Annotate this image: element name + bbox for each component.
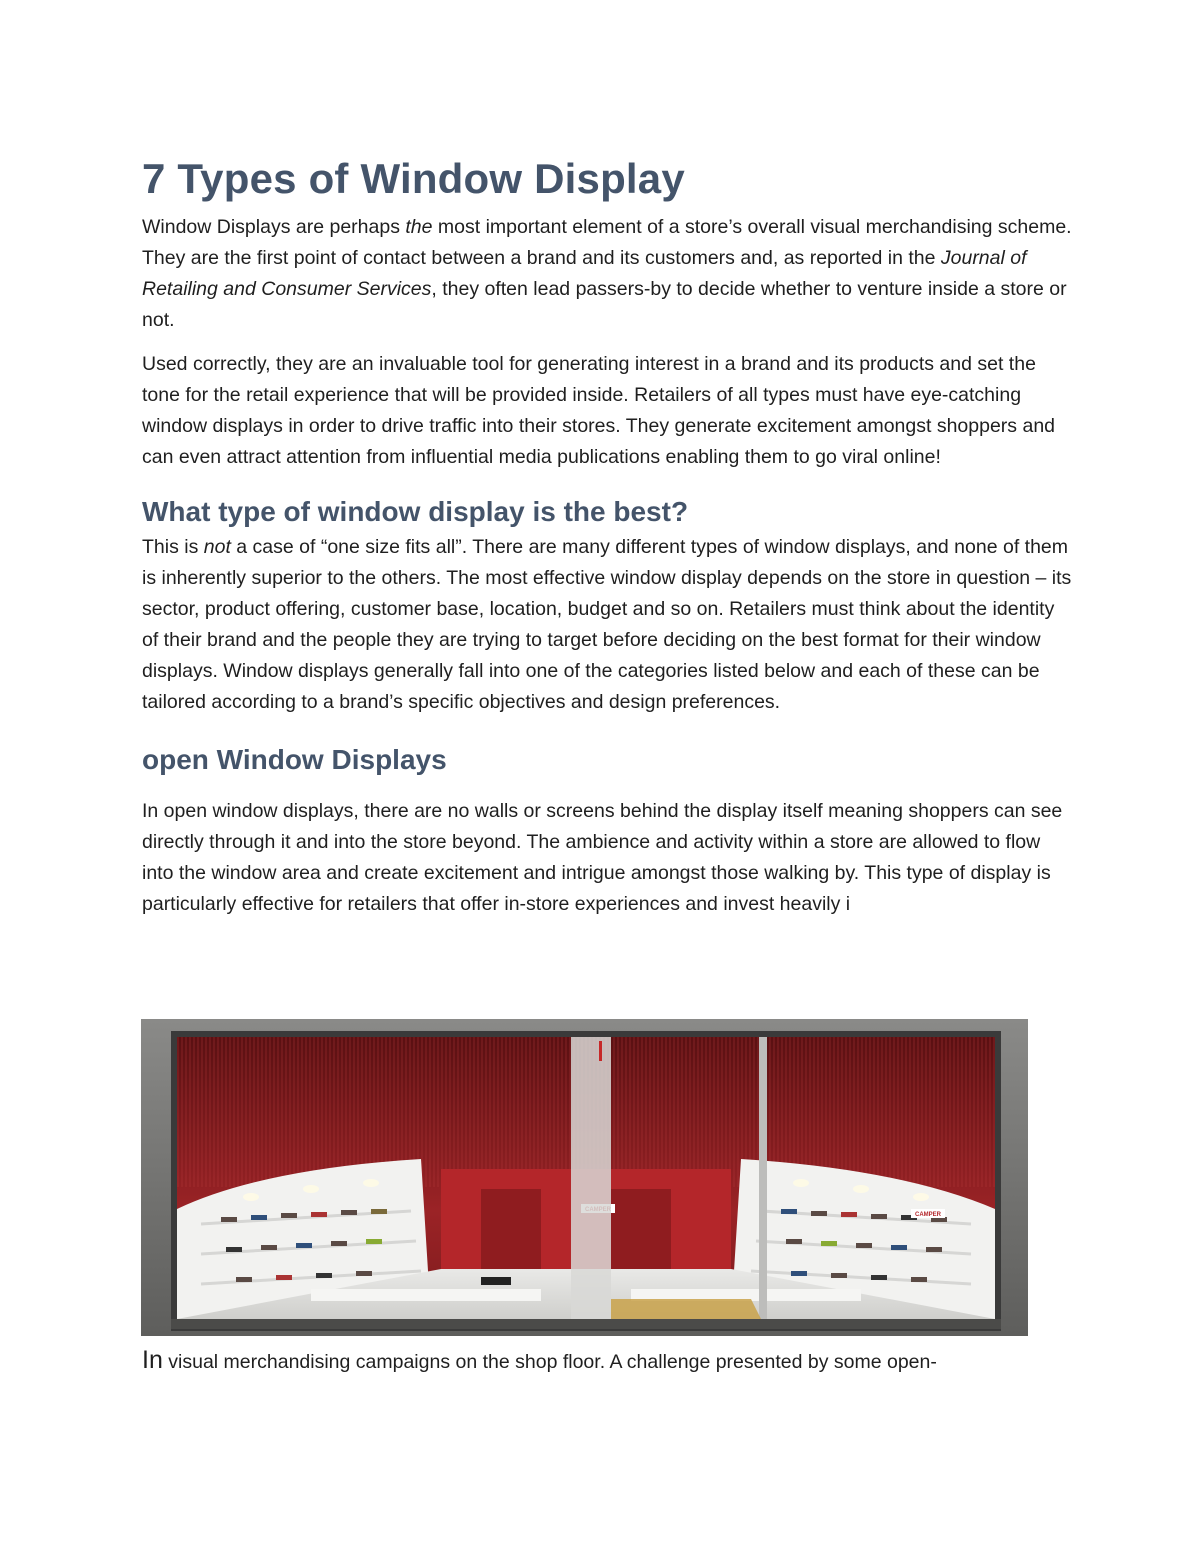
document-body <box>142 150 1072 920</box>
intro-text-3: , they often lead passers-by to decide whether to venture inside a store or not. <box>142 278 1067 331</box>
best-display-emphasis: not <box>203 536 231 558</box>
open-window-paragraph: In open window displays, there are no walls or screens behind the display itself meaning shoppers can see directly through it and into the store beyond. The ambience and activity within a store are allowed to flow into the window area and create excitement and intrigue amongst those walking by. This type of display is particularly effective for retailers that offer in-store experiences and invest heavily i <box>142 800 1063 915</box>
intro-text-2: most important element of a store’s overall visual merchandising scheme. They are the first point of contact between a brand and its customers and, as reported in the <box>142 216 1072 269</box>
center-mullion <box>571 1037 611 1327</box>
caption-text: visual merchandising campaigns on the shop floor. A challenge presented by some open- <box>162 1351 937 1373</box>
intro-emphasis: the <box>405 216 433 238</box>
best-display-text-1: This is <box>142 536 204 558</box>
page-title: 7 Types of Window Display <box>142 155 685 202</box>
storefront-photo <box>141 1019 1028 1336</box>
caption-paragraph <box>142 1345 1072 1378</box>
best-display-paragraph <box>142 532 1072 718</box>
second-paragraph: Used correctly, they are an invaluable tool for generating interest in a brand and its products and set the tone for the retail experience that will be provided inside. Retailers of all types must have eye-catching window displays in order to drive traffic into their stores. They generate excitement amongst shoppers and can even attract attention from influential media publications enabling them to go viral online! <box>142 353 1056 468</box>
best-display-text-2: a case of “one size fits all”. There are many different types of window displays, and none of them is inherently superior to the others. The most effective window display depends on the store in question – its sector, product offering, customer base, location, budget and so on. Retailers must think about the identity of their brand and the people they are trying to target before deciding on the best format for their window displays. Window displays generally fall into one of the categories listed below and each of these can be tailored according to a brand’s specific objectives and design preferences. <box>142 536 1072 713</box>
intro-text-1: Window Displays are perhaps <box>142 216 406 238</box>
caption-dropcap: In <box>142 1346 163 1374</box>
journal-name: Journal of Retailing and Consumer Services <box>142 247 1027 300</box>
right-mullion <box>759 1037 767 1327</box>
intro-paragraph <box>142 212 1072 336</box>
section-heading-best-display: What type of window display is the best? <box>142 496 689 527</box>
section-heading-open-window: open Window Displays <box>142 744 447 775</box>
camper-sign-right: CAMPER <box>914 1212 942 1218</box>
